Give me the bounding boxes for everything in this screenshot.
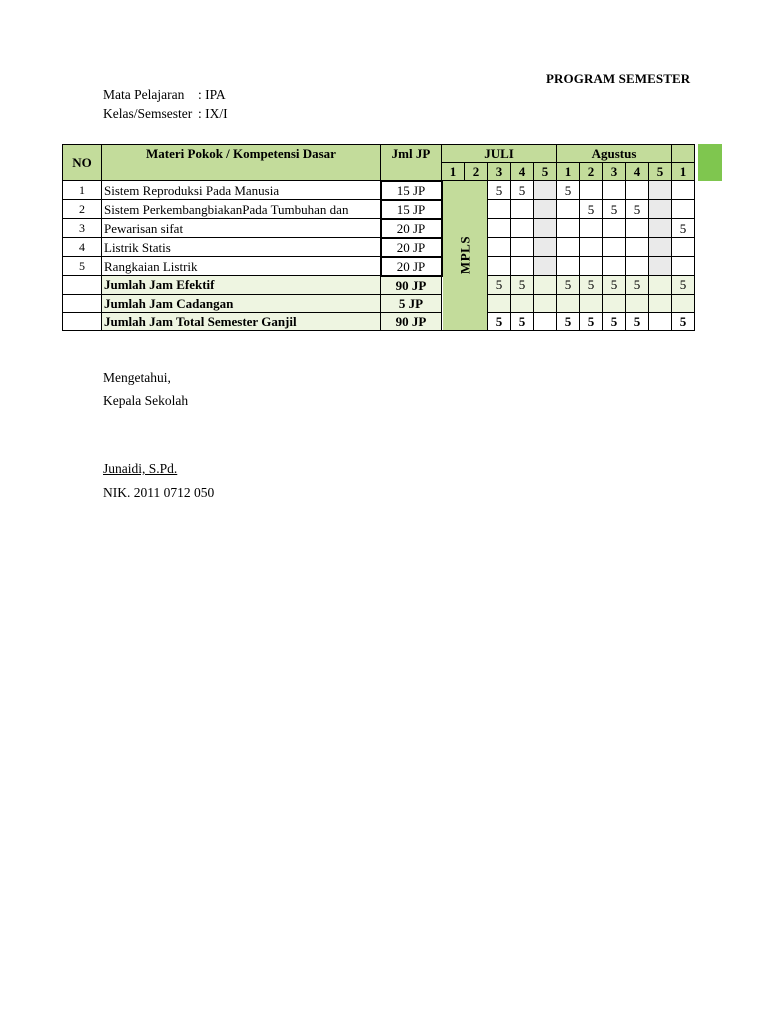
cell-next-1: 5 — [672, 219, 695, 238]
week-header: 4 — [511, 163, 534, 181]
cell-next-1 — [672, 238, 695, 257]
cell-juli-5 — [534, 294, 557, 312]
week-header: 5 — [649, 163, 672, 181]
cell-juli-4 — [511, 294, 534, 312]
row-no-empty — [63, 294, 102, 312]
week-header: 2 — [580, 163, 603, 181]
cell-juli-5 — [534, 181, 557, 200]
cell-agustus-2 — [580, 181, 603, 200]
row-no-empty — [63, 312, 102, 330]
cell-agustus-4: 5 — [626, 312, 649, 330]
summary-label: Jumlah Jam Efektif — [102, 276, 381, 295]
row-jp: 15 JP — [381, 181, 442, 200]
week-header: 4 — [626, 163, 649, 181]
cell-agustus-1 — [557, 294, 580, 312]
row-jp: 20 JP — [381, 238, 442, 257]
cell-agustus-4 — [626, 181, 649, 200]
cell-juli-4 — [511, 219, 534, 238]
header-month-juli: JULI — [442, 145, 557, 163]
cell-juli-5 — [534, 200, 557, 219]
cell-agustus-3: 5 — [603, 200, 626, 219]
cell-juli-4 — [511, 238, 534, 257]
cell-juli-5 — [534, 257, 557, 276]
cell-agustus-4 — [626, 238, 649, 257]
class-value: : IX/I — [198, 106, 228, 121]
cell-next-1: 5 — [672, 312, 695, 330]
row-materi: Listrik Statis — [102, 238, 381, 257]
cell-agustus-5 — [649, 294, 672, 312]
cell-agustus-1: 5 — [557, 181, 580, 200]
cell-agustus-4: 5 — [626, 276, 649, 295]
cell-agustus-1: 5 — [557, 276, 580, 295]
cell-agustus-3 — [603, 294, 626, 312]
cell-agustus-3 — [603, 238, 626, 257]
cell-agustus-1: 5 — [557, 312, 580, 330]
header-month-next — [672, 145, 695, 163]
row-no: 4 — [63, 238, 102, 257]
summary-jp: 90 JP — [381, 276, 442, 295]
week-header: 1 — [672, 163, 695, 181]
cell-juli-5 — [534, 238, 557, 257]
week-header: 2 — [465, 163, 488, 181]
cell-agustus-2: 5 — [580, 276, 603, 295]
cell-juli-3: 5 — [488, 312, 511, 330]
row-materi: Sistem Reproduksi Pada Manusia — [102, 181, 381, 200]
principal-nik: NIK. 2011 0712 050 — [103, 485, 215, 500]
cell-agustus-2 — [580, 294, 603, 312]
cell-agustus-4 — [626, 219, 649, 238]
subject-line — [103, 87, 226, 103]
cell-agustus-1 — [557, 257, 580, 276]
week-header: 5 — [534, 163, 557, 181]
cell-agustus-1 — [557, 219, 580, 238]
table-row — [63, 257, 695, 276]
cell-juli-4 — [511, 200, 534, 219]
header-month-agustus: Agustus — [557, 145, 672, 163]
week-header: 3 — [488, 163, 511, 181]
week-header: 1 — [557, 163, 580, 181]
cell-juli-4: 5 — [511, 312, 534, 330]
cell-agustus-5 — [649, 312, 672, 330]
cell-agustus-2 — [580, 219, 603, 238]
subject-value: : IPA — [198, 87, 226, 102]
table-row — [63, 181, 695, 200]
cell-next-1 — [672, 181, 695, 200]
cell-juli-5 — [534, 219, 557, 238]
row-jp: 20 JP — [381, 219, 442, 238]
row-no-empty — [63, 276, 102, 295]
cell-agustus-1 — [557, 238, 580, 257]
row-materi: Rangkaian Listrik — [102, 257, 381, 276]
cell-agustus-5 — [649, 238, 672, 257]
cell-agustus-3: 5 — [603, 276, 626, 295]
cell-juli-5 — [534, 276, 557, 295]
header-jml-jp: Jml JP — [381, 145, 442, 181]
cell-juli-4: 5 — [511, 276, 534, 295]
cell-agustus-2: 5 — [580, 312, 603, 330]
cell-juli-4 — [511, 257, 534, 276]
week-header: 3 — [603, 163, 626, 181]
cell-agustus-2 — [580, 238, 603, 257]
green-header-tab — [698, 144, 722, 181]
cell-juli-3 — [488, 294, 511, 312]
cell-agustus-3 — [603, 219, 626, 238]
row-jp: 15 JP — [381, 200, 442, 219]
summary-jp: 5 JP — [381, 294, 442, 312]
mpls-block — [442, 181, 488, 331]
summary-row-total — [63, 312, 695, 330]
semester-program-table — [62, 144, 695, 331]
header-no: NO — [63, 145, 102, 181]
summary-row-efektif — [63, 276, 695, 295]
cell-next-1 — [672, 200, 695, 219]
header-materi: Materi Pokok / Kompetensi Dasar — [102, 145, 381, 181]
row-materi: Pewarisan sifat — [102, 219, 381, 238]
table-row — [63, 238, 695, 257]
cell-juli-3 — [488, 257, 511, 276]
row-no: 5 — [63, 257, 102, 276]
table-row — [63, 219, 695, 238]
principal-name: Junaidi, S.Pd. — [103, 461, 178, 476]
cell-agustus-5 — [649, 219, 672, 238]
subject-label: Mata Pelajaran — [103, 87, 185, 102]
cell-juli-3: 5 — [488, 181, 511, 200]
summary-label: Jumlah Jam Cadangan — [102, 294, 381, 312]
summary-jp: 90 JP — [381, 312, 442, 330]
cell-agustus-3: 5 — [603, 312, 626, 330]
document-title: PROGRAM SEMESTER — [546, 71, 691, 86]
cell-agustus-5 — [649, 200, 672, 219]
cell-juli-3: 5 — [488, 276, 511, 295]
cell-agustus-4 — [626, 257, 649, 276]
cell-agustus-3 — [603, 257, 626, 276]
cell-juli-3 — [488, 219, 511, 238]
cell-agustus-2: 5 — [580, 200, 603, 219]
table-row — [63, 200, 695, 219]
acknowledge-text: Mengetahui, — [103, 370, 171, 385]
row-jp: 20 JP — [381, 257, 442, 276]
cell-juli-4: 5 — [511, 181, 534, 200]
cell-next-1: 5 — [672, 276, 695, 295]
week-header: 1 — [442, 163, 465, 181]
class-line — [103, 106, 228, 122]
cell-agustus-4 — [626, 294, 649, 312]
cell-juli-5 — [534, 312, 557, 330]
row-materi: Sistem PerkembangbiakanPada Tumbuhan dan — [102, 200, 381, 219]
row-no: 2 — [63, 200, 102, 219]
cell-next-1 — [672, 257, 695, 276]
cell-juli-3 — [488, 238, 511, 257]
summary-row-cadangan — [63, 294, 695, 312]
cell-agustus-5 — [649, 257, 672, 276]
cell-agustus-5 — [649, 276, 672, 295]
header-row-months — [63, 145, 695, 163]
cell-juli-3 — [488, 200, 511, 219]
cell-agustus-2 — [580, 257, 603, 276]
cell-agustus-3 — [603, 181, 626, 200]
cell-agustus-5 — [649, 181, 672, 200]
summary-label: Jumlah Jam Total Semester Ganjil — [102, 312, 381, 330]
class-label: Kelas/Semsester — [103, 106, 193, 121]
cell-agustus-4: 5 — [626, 200, 649, 219]
row-no: 1 — [63, 181, 102, 200]
cell-next-1 — [672, 294, 695, 312]
mpls-label: MPLS — [457, 236, 473, 275]
principal-role: Kepala Sekolah — [103, 393, 189, 408]
row-no: 3 — [63, 219, 102, 238]
cell-agustus-1 — [557, 200, 580, 219]
